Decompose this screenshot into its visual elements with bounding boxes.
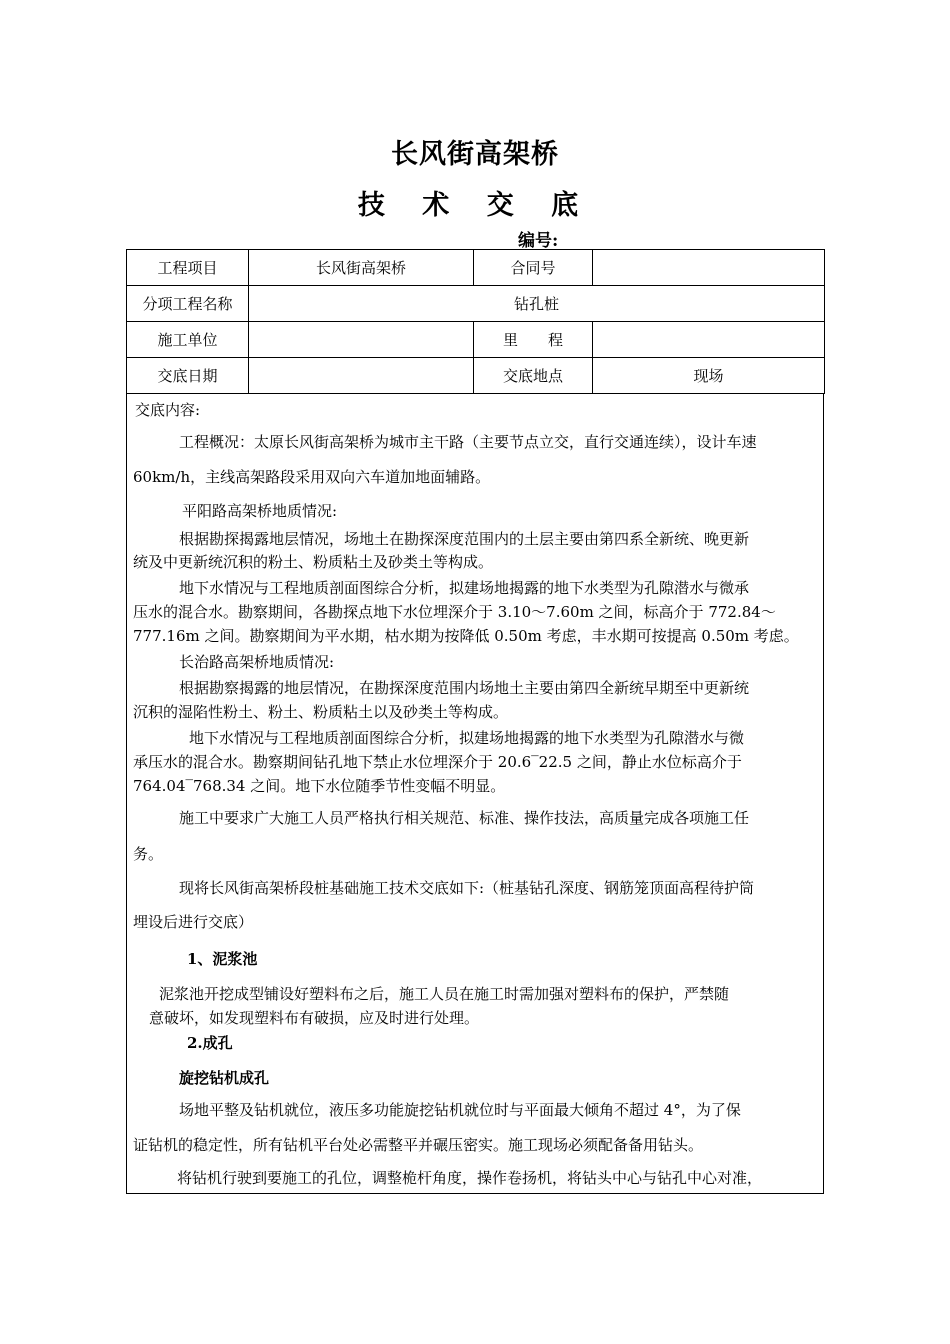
unit-label: 施工单位 — [127, 322, 249, 358]
section-heading: 1、泥浆池 — [187, 950, 258, 968]
location-value: 现场 — [593, 358, 825, 394]
document-title: 长风街高架桥 — [391, 139, 559, 170]
contract-label: 合同号 — [474, 250, 593, 286]
section-subheading: 旋挖钻机成孔 — [179, 1069, 270, 1087]
content-line: 证钻机的稳定性，所有钻机平台处必需整平并碾压密实。施工现场必须配备备用钻头。 — [133, 1136, 704, 1154]
content-line: 60km/h，主线高架路段采用双向六车道加地面辅路。 — [133, 468, 491, 486]
info-table — [126, 249, 825, 394]
content-line: 平阳路高架桥地质情况: — [182, 502, 338, 520]
location-label: 交底地点 — [474, 358, 593, 394]
content-line: 地下水情况与工程地质剖面图综合分析，拟建场地揭露的地下水类型为孔隙潜水与微 — [189, 729, 745, 747]
content-line: 泥浆池开挖成型铺设好塑料布之后，施工人员在施工时需加强对塑料布的保护，严禁随 — [159, 985, 730, 1003]
content-line: 埋设后进行交底） — [133, 913, 254, 931]
document-subtitle: 技 术 交 底 — [357, 190, 593, 221]
content-line: 现将长风街高架桥段桩基础施工技术交底如下:（桩基钻孔深度、钢筋笼顶面高程待护筒 — [179, 879, 755, 897]
content-line: 务。 — [133, 845, 164, 863]
content-line: 工程概况：太原长风街高架桥为城市主干路（主要节点立交，直行交通连续），设计车速 — [179, 433, 757, 451]
content-line: 意破坏，如发现塑料布有破损，应及时进行处理。 — [149, 1009, 480, 1027]
date-label: 交底日期 — [127, 358, 249, 394]
content-line: 场地平整及钻机就位，液压多功能旋挖钻机就位时与平面最大倾角不超过 4°，为了保 — [179, 1101, 741, 1119]
content-line: 统及中更新统沉积的粉土、粉质粘土及砂类土等构成。 — [133, 553, 494, 571]
content-line: 将钻机行驶到要施工的孔位，调整桅杆角度，操作卷扬机，将钻头中心与钻孔中心对准， — [177, 1169, 763, 1187]
project-label: 工程项目 — [127, 250, 249, 286]
sub-project-label: 分项工程名称 — [127, 286, 249, 322]
table-row — [127, 286, 825, 322]
table-row — [127, 358, 825, 394]
table-row — [127, 322, 825, 358]
content-line: 根据勘探揭露地层情况，场地土在勘探深度范围内的土层主要由第四系全新统、晚更新 — [179, 530, 750, 548]
content-line: 沉积的湿陷性粉土、粉土、粉质粘土以及砂类土等构成。 — [133, 703, 509, 721]
disclosure-content — [126, 393, 824, 1194]
content-line: 地下水情况与工程地质剖面图综合分析，拟建场地揭露的地下水类型为孔隙潜水与微承 — [179, 579, 750, 597]
content-line: 长治路高架桥地质情况: — [179, 653, 335, 671]
sub-project-value: 钻孔桩 — [249, 286, 825, 322]
date-value — [249, 358, 474, 394]
mileage-value — [593, 322, 825, 358]
mileage-label: 里 程 — [474, 322, 593, 358]
content-line: 764.04‾768.34 之间。地下水位随季节性变幅不明显。 — [133, 777, 506, 795]
content-line: 压水的混合水。勘察期间，各勘探点地下水位埋深介于 3.10～7.60m 之间，标高介于 772.84～ — [133, 603, 776, 621]
contract-value — [593, 250, 825, 286]
table-row — [127, 250, 825, 286]
section-heading: 2.成孔 — [187, 1034, 233, 1052]
content-line: 施工中要求广大施工人员严格执行相关规范、标准、操作技法，高质量完成各项施工任 — [179, 809, 750, 827]
content-heading: 交底内容: — [135, 401, 201, 419]
document-number-label: 编号: — [518, 231, 559, 251]
content-line: 777.16m 之间。勘察期间为平水期，枯水期为按降低 0.50m 考虑，丰水期可按提高 0.50m 考虑。 — [133, 627, 799, 645]
project-value: 长风街高架桥 — [249, 250, 474, 286]
unit-value — [249, 322, 474, 358]
content-line: 根据勘察揭露的地层情况，在勘探深度范围内场地土主要由第四全新统早期至中更新统 — [179, 679, 750, 697]
content-line: 承压水的混合水。勘察期间钻孔地下禁止水位埋深介于 20.6‾22.5 之间，静止水位标高介于 — [133, 753, 742, 771]
